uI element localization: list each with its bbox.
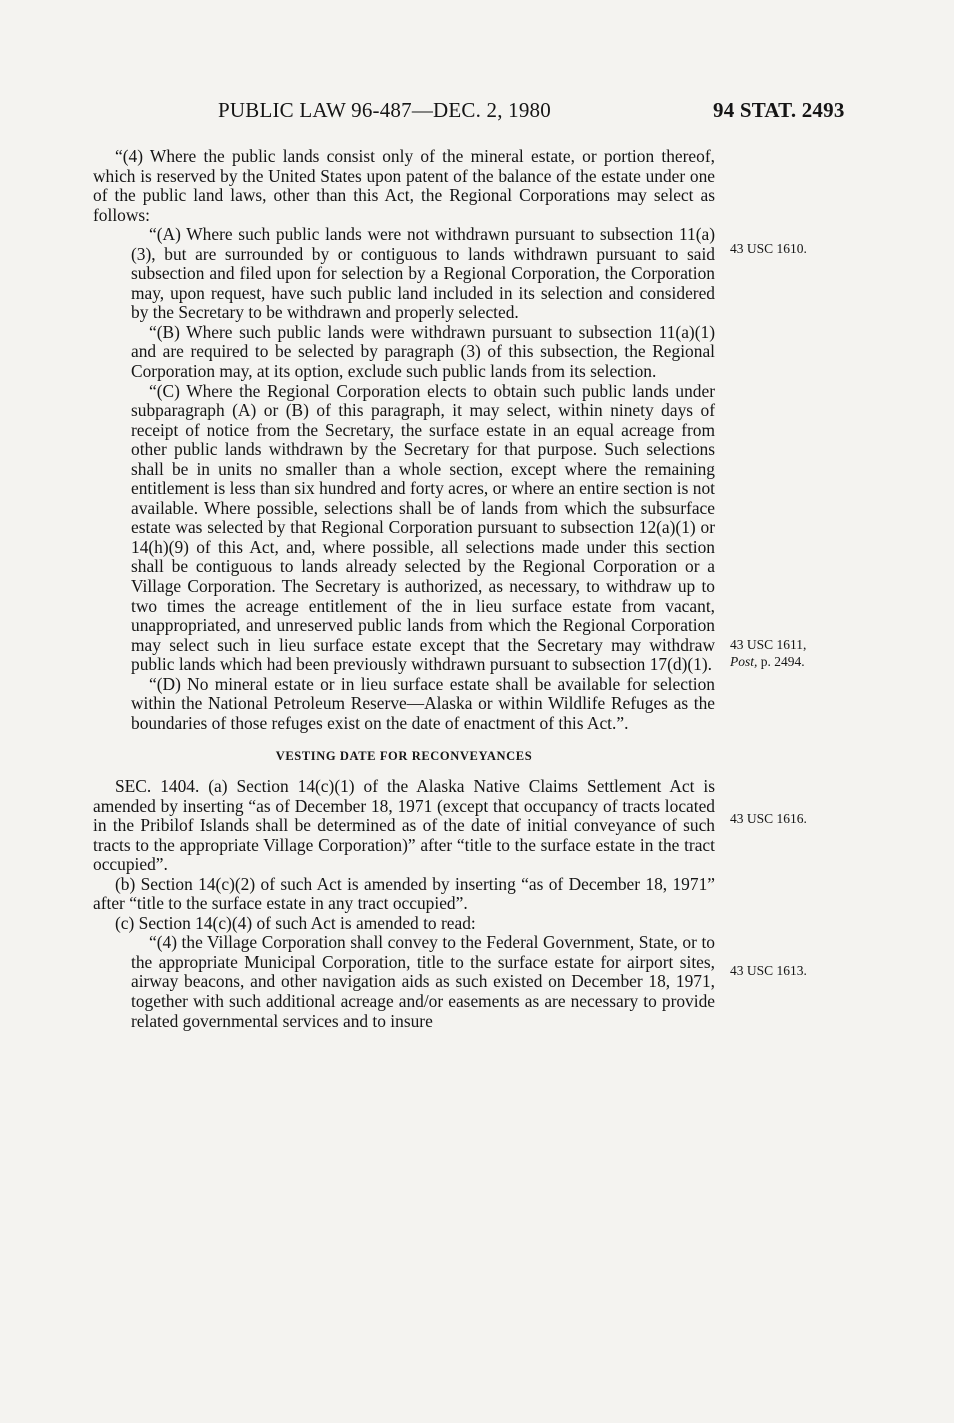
section-1404-c-4: “(4) the Village Corporation shall convey to the Federal Government, State, or to the appropriate Municipal Corporation, title to the surface estate for airport sites, airway beacons, and other navigation aids as such existed on December 18, 1971, together with such additional acreage and/or easements as are necessary to provide related governmental services and to insure [131,932,715,1031]
paragraph-4: “(4) Where the public lands consist only of the mineral estate, or portion thereof, which is reserved by the United States upon patent of the balance of the estate under one of the public land laws, other than this Act, the Regional Corporations may select as follows: [93,146,715,225]
margin-note-1616: 43 USC 1616. [730,811,807,826]
margin-note-1613: 43 USC 1613. [730,963,807,978]
section-1404-c: (c) Section 14(c)(4) of such Act is amended to read: [115,912,476,933]
section-heading: VESTING DATE FOR RECONVEYANCES [275,749,533,764]
section-1404-b: (b) Section 14(c)(2) of such Act is amended by inserting “as of December 18, 1971” after “title to the surface estate in any tract occupied”. [93,873,715,914]
margin-note-1610: 43 USC 1610. [730,241,807,256]
subparagraph-c: “(C) Where the Regional Corporation elects to obtain such public lands under subparagraph (A) or (B) of this paragraph, it may select, within ninety days of receipt of notice from the Secretary, the surface estate in an equal acreage from other public lands withdrawn by the Secretary for that purpose. Such selections shall be in units no smaller than a whole section, except where the remaining entitlement is less than six hundred and forty acres, or where an entire section is not available. Where possible, selections shall be of lands from which the subsurface estate was selected by that Regional Corporation pursuant to subsection 12(a)(1) or 14(h)(9) of this Act, and, where possible, all selections made under this section shall be contiguous to lands already selected by the Regional Corporation or a Village Corporation. The Secretary is authorized, as necessary, to withdraw up to two times the acreage entitlement of the in lieu surface estate from vacant, unappropriated, and unreserved public lands from which the Regional Corporation may select such in lieu surface estate except that the Secretary may withdraw public lands which had been previously withdrawn pursuant to subsection 17(d)(1). [131,380,715,675]
subparagraph-b: “(B) Where such public lands were withdrawn pursuant to subsection 11(a)(1) and are required to be selected by paragraph (3) of this subsection, the Regional Corporation may, at its option, exclude such public lands from its selection. [131,321,715,382]
subparagraph-a: “(A) Where such public lands were not withdrawn pursuant to subsection 11(a)(3), but are surrounded by or contiguous to lands withdrawn pursuant to said subsection and filed upon for selection by a Regional Corporation, the Corporation may, upon request, have such public land included in its selection and considered by the Secretary to be withdrawn and properly selected. [131,224,715,323]
running-header-page-number: 94 STAT. 2493 [713,98,845,122]
running-header-title: PUBLIC LAW 96-487—DEC. 2, 1980 [218,98,551,122]
margin-note-1611: 43 USC 1611, Post, p. 2494. [730,637,807,669]
subparagraph-d: “(D) No mineral estate or in lieu surface estate shall be available for selection within the National Petroleum Reserve—Alaska or within Wildlife Refuges as the boundaries of those refuges exist on the date of enactment of this Act.”. [131,673,715,733]
section-1404-a: SEC. 1404. (a) Section 14(c)(1) of the Alaska Native Claims Settlement Act is amended by inserting “as of December 18, 1971 (except that occupancy of tracts located in the Pribilof Islands shall be determined as of the date of initial conveyance of such tracts to the appropriate Village Corporation)” after “title to the surface estate in the tract occupied”. [93,775,715,875]
body-text [93,147,715,1031]
